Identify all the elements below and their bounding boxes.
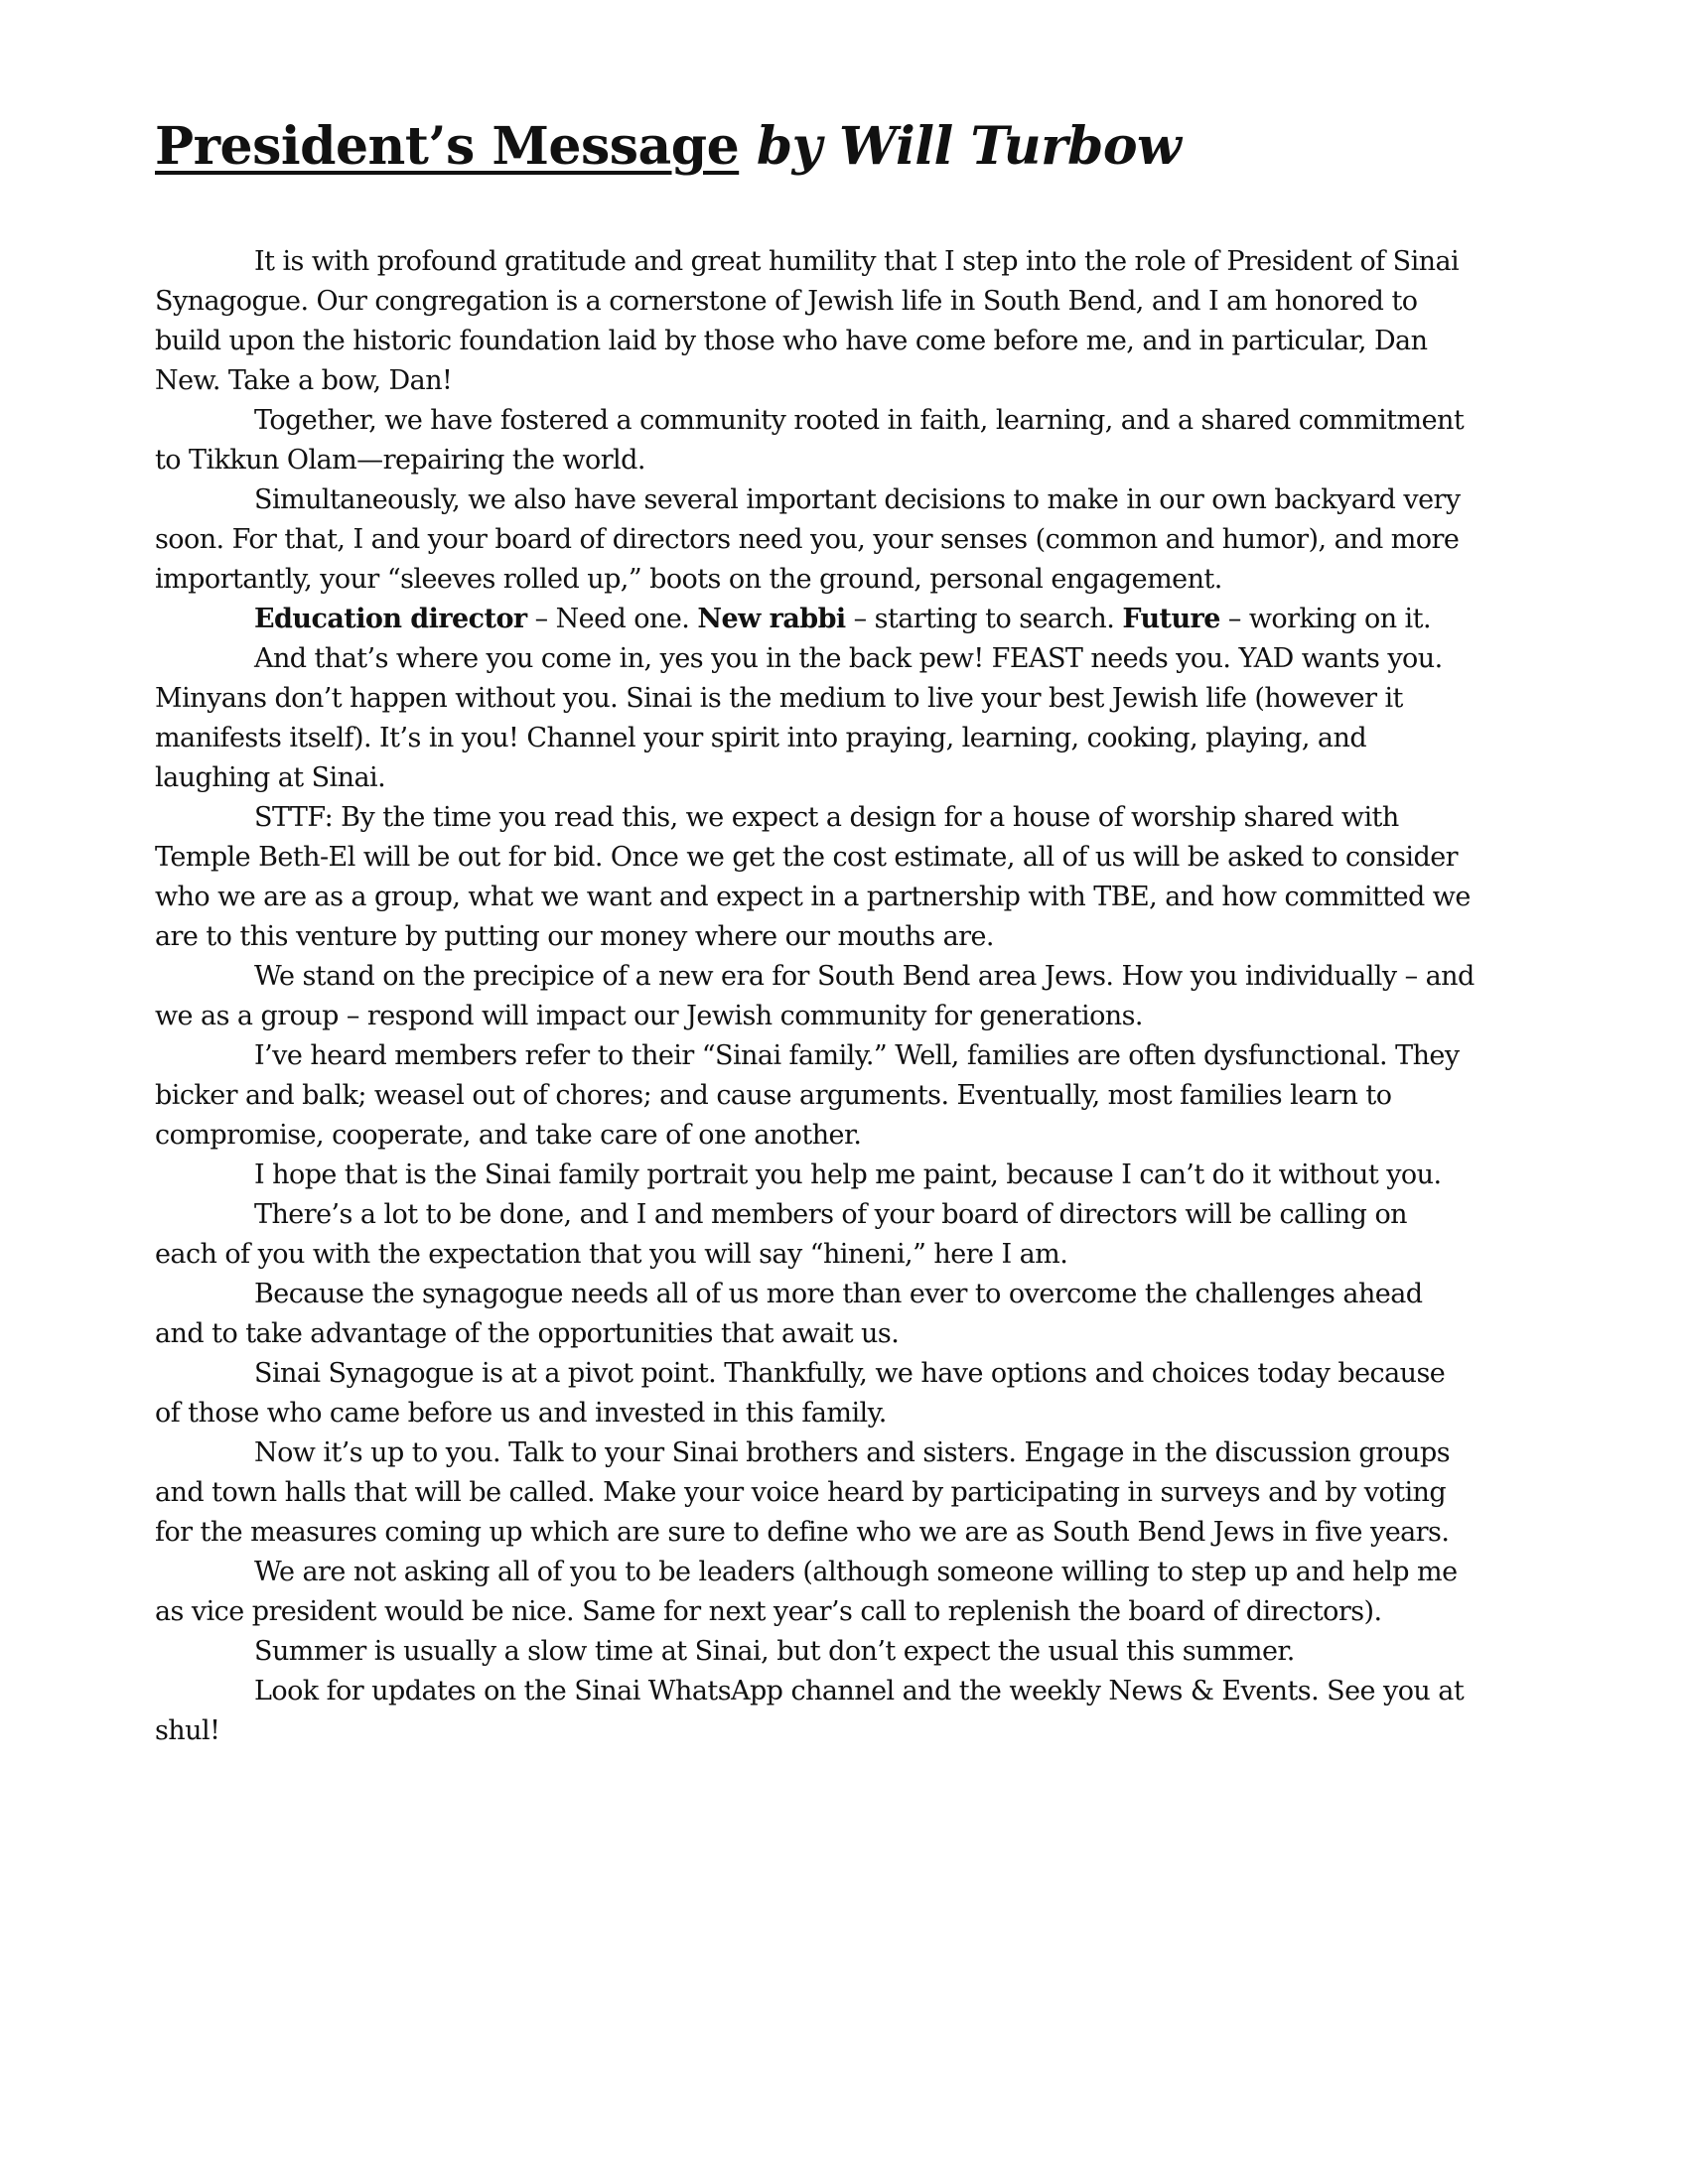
paragraph-priorities [155,600,1476,639]
paragraph: I hope that is the Sinai family portrait you help me paint, because I can’t do it without you. [254,1160,1442,1190]
paragraph: Because the synagogue needs all of us more than ever to overcome the challenges ahead and to take advantage of the opportunities that await us. [155,1279,1423,1349]
priority-new-rabbi: New rabbi [697,604,846,634]
paragraph: It is with profound gratitude and great humility that I step into the role of President of Sinai Synagogue. Our congregation is a cornerstone of Jewish life in South Bend, and I am honored to build upon the historic foundation laid by those who have come before me, and in particular, Dan New. Take a bow, Dan! [155,246,1460,396]
paragraph: Simultaneously, we also have several important decisions to make in our own backyard very soon. For that, I and your board of directors need you, your senses (common and humor), and more importantly, your “sleeves rolled up,” boots on the ground, personal engagement. [155,484,1461,595]
priority-text: – starting to search. [845,604,1123,634]
paragraph: We stand on the precipice of a new era for South Bend area Jews. How you individually – and we as a group – respond will impact our Jewish community for generations. [155,961,1475,1031]
paragraph: STTF: By the time you read this, we expect a design for a house of worship shared with Temple Beth-El will be out for bid. Once we get the cost estimate, all of us will be asked to consider who we are as a group, what we want and expect in a partnership with TBE, and how committed we are to this venture by putting our money where our mouths are. [155,802,1471,952]
paragraph: Sinai Synagogue is at a pivot point. Thankfully, we have options and choices today because of those who came before us and invested in this family. [155,1358,1446,1429]
title-main: President’s Message [155,116,740,177]
priority-text: – working on it. [1219,604,1431,634]
paragraph: There’s a lot to be done, and I and members of your board of directors will be calling on each of you with the expectation that you will say “hineni,” here I am. [155,1199,1407,1270]
paragraph: I’ve heard members refer to their “Sinai family.” Well, families are often dysfunctional. They bicker and balk; weasel out of chores; and cause arguments. Eventually, most families learn to compromise, cooperate, and take care of one another. [155,1040,1460,1151]
paragraph: Together, we have fostered a community rooted in faith, learning, and a shared commitment to Tikkun Olam—repairing the world. [155,405,1465,476]
paragraph: And that’s where you come in, yes you in the back pew! FEAST needs you. YAD wants you. Minyans don’t happen without you. Sinai is the medium to live your best Jewish life (however it manifests itself). It’s in you! Channel your spirit into praying, learning, cooking, playing, and laughing at Sinai. [155,643,1443,793]
page-title [155,111,1181,183]
priority-future: Future [1122,604,1220,634]
paragraph: We are not asking all of you to be leaders (although someone willing to step up and help me as vice president would be nice. Same for next year’s call to replenish the board of directors). [155,1557,1458,1627]
paragraph: Summer is usually a slow time at Sinai, but don’t expect the usual this summer. [254,1636,1295,1667]
priority-education-director: Education director [254,604,527,634]
title-byline: by Will Turbow [756,116,1182,177]
priority-text: – Need one. [526,604,698,634]
paragraph: Now it’s up to you. Talk to your Sinai brothers and sisters. Engage in the discussion groups and town halls that will be called. Make your voice heard by participating in surveys and by voting for the measures coming up which are sure to define who we are as South Bend Jews in five years. [155,1437,1451,1548]
paragraph: Look for updates on the Sinai WhatsApp channel and the weekly News & Events. See you at shul! [155,1676,1465,1746]
article-body [155,242,1476,1751]
